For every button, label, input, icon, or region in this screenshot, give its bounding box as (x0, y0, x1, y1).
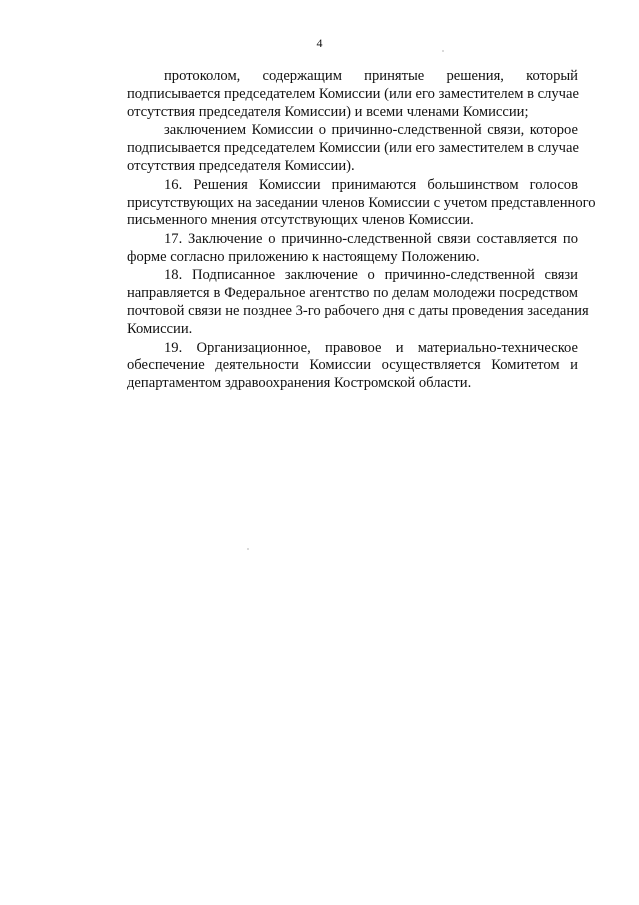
document-body (90, 68, 596, 394)
text-line: присутствующих на заседании членов Комиссии с учетом представленного (127, 194, 596, 211)
text-line: подписывается председателем Комиссии (или его заместителем в случае (127, 140, 579, 157)
paragraph-17 (90, 231, 578, 267)
paragraph-19 (90, 340, 578, 394)
text-line: отсутствия председателя Комиссии). (127, 158, 355, 175)
text-line: письменного мнения отсутствующих членов Комиссии. (127, 212, 474, 229)
text-line: 16. Решения Комиссии принимаются большинством голосов (164, 176, 578, 193)
paragraph-16 (90, 176, 596, 231)
text-line: 19. Организационное, правовое и материально-техническое (164, 339, 578, 356)
text-line: отсутствия председателя Комиссии) и всеми членами Комиссии; (127, 103, 529, 120)
text-line: 18. Подписанное заключение о причинно-следственной связи (164, 267, 578, 284)
text-line: почтовой связи не позднее 3-го рабочего дня с даты проведения заседания (127, 303, 589, 320)
text-line: обеспечение деятельности Комиссии осуществляется Комитетом и (127, 357, 578, 374)
paragraph-protocol (90, 68, 578, 122)
text-line: подписывается председателем Комиссии (или его заместителем в случае (127, 85, 579, 102)
text-line: департаментом здравоохранения Костромской области. (127, 375, 472, 392)
scan-speck (247, 548, 249, 550)
text-line: Комиссии. (127, 321, 193, 338)
text-line: направляется в Федеральное агентство по делам молодежи посредством (127, 285, 578, 302)
paragraph-18 (90, 267, 589, 339)
text-line: форме согласно приложению к настоящему Положению. (127, 248, 480, 265)
text-line: протоколом, содержащим принятые решения, который (164, 68, 578, 84)
text-line: 17. Заключение о причинно-следственной связи составляется по (164, 230, 578, 247)
scan-speck (442, 50, 444, 52)
paragraph-conclusion (90, 122, 578, 176)
page-number: 4 (316, 36, 323, 50)
text-line: заключением Комиссии о причинно-следственной связи, которое (164, 122, 578, 139)
